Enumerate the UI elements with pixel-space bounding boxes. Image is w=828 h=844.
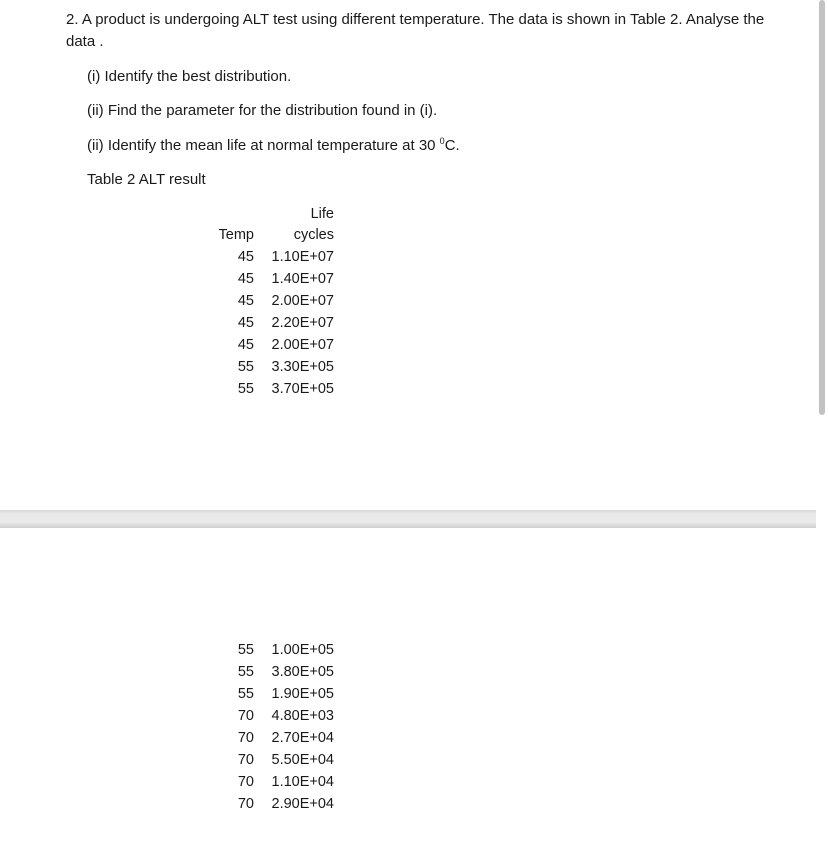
temp-cell: 70 (237, 796, 254, 812)
degree-superscript: 0 (439, 136, 445, 146)
document-page-2 (0, 528, 816, 844)
table-row (200, 639, 334, 661)
temp-cell: 70 (237, 708, 254, 724)
life-cycles-cell: 3.30E+05 (271, 359, 334, 375)
life-cycles-cell: 2.90E+04 (271, 796, 334, 812)
temp-cell: 45 (237, 315, 254, 331)
sub-question-1: (i) Identify the best distribution. (87, 68, 292, 85)
temp-cell: 45 (237, 249, 254, 265)
table-row (200, 771, 334, 793)
temp-cell: 45 (237, 337, 254, 353)
table-row (200, 705, 334, 727)
life-cycles-cell: 1.10E+07 (271, 249, 334, 265)
header-life-cycles: cycles (293, 227, 334, 243)
table-row (200, 268, 334, 290)
vertical-scrollbar[interactable] (816, 0, 828, 844)
alt-result-table-part-2 (200, 639, 334, 815)
temp-cell: 70 (237, 752, 254, 768)
life-cycles-cell: 1.10E+04 (271, 774, 334, 790)
question-text: 2. A product is undergoing ALT test using different temperature. The data is shown in Table 2. Analyse the data . (66, 11, 765, 50)
scrollbar-thumb[interactable] (819, 0, 825, 415)
table-row (200, 793, 334, 815)
sub-question-3 (87, 136, 460, 156)
table-row (200, 683, 334, 705)
alt-result-table-part-1 (200, 204, 334, 400)
table-row (200, 378, 334, 400)
table-row (200, 356, 334, 378)
temp-cell: 55 (237, 686, 254, 702)
table-row (200, 334, 334, 356)
sub-question-2: (ii) Find the parameter for the distribution found in (i). (87, 102, 438, 119)
temp-cell: 45 (237, 271, 254, 287)
temp-cell: 55 (237, 642, 254, 658)
life-cycles-cell: 1.90E+05 (271, 686, 334, 702)
temp-cell: 45 (237, 293, 254, 309)
table-row (200, 312, 334, 334)
header-life-top: Life (310, 206, 334, 222)
life-cycles-cell: 3.80E+05 (271, 664, 334, 680)
temp-cell: 55 (237, 664, 254, 680)
sub-question-3-text: (ii) Identify the mean life at normal temperature at 30 (87, 137, 440, 154)
life-cycles-cell: 2.00E+07 (271, 337, 334, 353)
table-row (200, 727, 334, 749)
life-cycles-cell: 3.70E+05 (271, 381, 334, 397)
table-row (200, 661, 334, 683)
life-cycles-cell: 1.00E+05 (271, 642, 334, 658)
table-row (200, 749, 334, 771)
life-cycles-cell: 5.50E+04 (271, 752, 334, 768)
temp-cell: 70 (237, 730, 254, 746)
temp-cell: 55 (237, 359, 254, 375)
table-caption: Table 2 ALT result (87, 171, 206, 188)
header-temp: Temp (218, 227, 254, 243)
temp-cell: 55 (237, 381, 254, 397)
life-cycles-cell: 2.20E+07 (271, 315, 334, 331)
table-row (200, 246, 334, 268)
table-header-row (200, 225, 334, 246)
life-cycles-cell: 4.80E+03 (271, 708, 334, 724)
life-cycles-cell: 2.70E+04 (271, 730, 334, 746)
temp-cell: 70 (237, 774, 254, 790)
life-cycles-cell: 1.40E+07 (271, 271, 334, 287)
page-break-gap (0, 510, 828, 528)
sub-question-3-unit: C. (444, 137, 460, 154)
life-cycles-cell: 2.00E+07 (271, 293, 334, 309)
table-header-row-top (200, 204, 334, 225)
header-temp-top (200, 204, 270, 225)
table-row (200, 290, 334, 312)
